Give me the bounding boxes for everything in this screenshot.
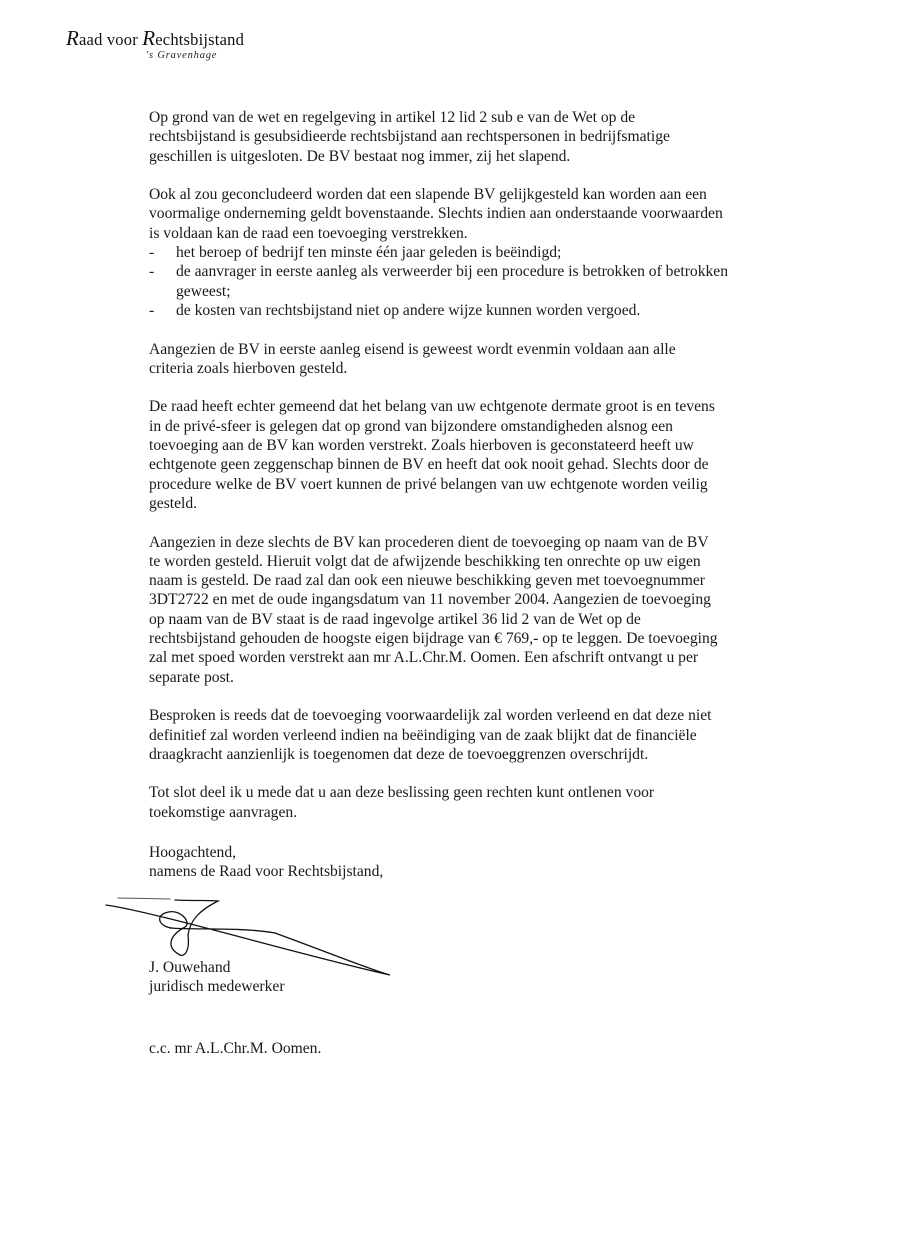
paragraph-decision (149, 533, 789, 687)
signer-title: juridisch medewerker (149, 978, 285, 996)
closing-on-behalf: namens de Raad voor Rechtsbijstand, (149, 863, 384, 881)
text-line: rechtsbijstand is gesubsidieerde rechtsbijstand aan rechtspersonen in bedrijfsmatige (149, 128, 670, 146)
text-line: Tot slot deel ik u mede dat u aan deze beslissing geen rechten kunt ontlenen voor (149, 784, 655, 802)
text-line: Besproken is reeds dat de toevoeging voorwaardelijk zal worden verleend en dat deze niet (149, 707, 712, 725)
text-line: toevoeging aan de BV kan worden verstrekt. Zoals hierboven is geconstateerd heeft uw (149, 437, 694, 455)
text-line: voormalige onderneming geldt bovenstaande. Slechts indien aan onderstaande voorwaarden (149, 205, 723, 223)
paragraph-final-note (149, 783, 789, 822)
text-line: Ook al zou geconcludeerd worden dat een slapende BV gelijkgesteld kan worden aan een (149, 186, 707, 204)
text-line: naam is gesteld. De raad zal dan ook een nieuwe beschikking geven met toevoegnummer (149, 572, 705, 590)
text-line: toekomstige aanvragen. (149, 803, 298, 821)
text-line: De raad heeft echter gemeend dat het belang van uw echtgenote dermate groot is en tevens (149, 398, 715, 416)
text-line: gesteld. (149, 494, 198, 512)
organization-city: 's Gravenhage (146, 50, 218, 61)
text-line: 3DT2722 en met de oude ingangsdatum van 11 november 2004. Aangezien de toevoeging (149, 591, 711, 609)
text-line: procedure welke de BV voert kunnen de privé belangen van uw echtgenote worden veilig (149, 475, 708, 493)
closing-block (149, 843, 383, 882)
text-line: rechtsbijstand gehouden de hoogste eigen bijdrage van € 769,- op te leggen. De toevoeging (149, 630, 718, 648)
org-name-initial-1: R (66, 26, 80, 50)
conditions-list (149, 243, 789, 320)
paragraph-special-circumstances (149, 397, 789, 513)
closing-salutation: Hoogachtend, (149, 844, 237, 861)
paragraph-conditions (149, 185, 789, 320)
text-line: echtgenote geen zeggenschap binnen de BV en heeft dat ook nooit gehad. Slechts door de (149, 456, 709, 474)
carbon-copy: c.c. mr A.L.Chr.M. Oomen. (149, 1040, 322, 1057)
text-line: zal met spoed worden verstrekt aan mr A.L.Chr.M. Oomen. Een afschrift ontvangt u per (149, 649, 699, 667)
text-line: Aangezien in deze slechts de BV kan procederen dient de toevoeging op naam van de BV (149, 533, 709, 551)
text-line: Op grond van de wet en regelgeving in artikel 12 lid 2 sub e van de Wet op de (149, 109, 636, 126)
condition-item (149, 301, 789, 320)
text-line: Aangezien de BV in eerste aanleg eisend is geweest wordt evenmin voldaan aan alle (149, 340, 676, 358)
paragraph-criteria (149, 340, 789, 379)
text-line: geweest; (176, 282, 231, 300)
text-line: de aanvrager in eerste aanleg als verweerder bij een procedure is betrokken of betrokken (176, 263, 729, 281)
text-line: definitief zal worden verleend indien na beëindiging van de zaak blijkt dat de financiële (149, 726, 697, 744)
condition-item (149, 262, 789, 301)
condition-item (149, 243, 789, 262)
text-line: te worden gesteld. Hieruit volgt dat de afwijzende beschikking ten onrechte op uw eigen (149, 552, 701, 570)
text-line: de kosten van rechtsbijstand niet op andere wijze kunnen worden vergoed. (176, 301, 641, 319)
org-name-initial-2: R (142, 26, 156, 50)
paragraph-conditional-grant (149, 706, 789, 764)
text-line: criteria zoals hierboven gesteld. (149, 359, 348, 377)
paragraph-legal-basis (149, 108, 789, 166)
bullet-dash: - (149, 301, 155, 319)
org-name-part-1: aad voor (79, 30, 143, 49)
text-line: op naam van de BV staat is de raad ingevolge artikel 36 lid 2 van de Wet op de (149, 610, 641, 628)
letter-body (149, 108, 789, 841)
text-line: in de privé-sfeer is gelegen dat op grond van bijzondere omstandigheden alsnog een (149, 417, 673, 435)
text-line: het beroep of bedrijf ten minste één jaar geleden is beëindigd; (176, 244, 562, 262)
text-line: geschillen is uitgesloten. De BV bestaat nog immer, zij het slapend. (149, 147, 571, 165)
signer-name: J. Ouwehand (149, 959, 231, 976)
org-name-part-2: echtsbijstand (155, 30, 245, 49)
bullet-dash: - (149, 263, 155, 281)
text-line: separate post. (149, 668, 234, 686)
organization-name (66, 26, 244, 51)
text-line: is voldaan kan de raad een toevoeging verstrekken. (149, 224, 468, 242)
bullet-dash: - (149, 244, 155, 262)
letterhead (66, 26, 244, 61)
text-line: draagkracht aanzienlijk is toegenomen dat deze de toevoeggrenzen overschrijdt. (149, 745, 649, 763)
signer-block (149, 958, 285, 997)
